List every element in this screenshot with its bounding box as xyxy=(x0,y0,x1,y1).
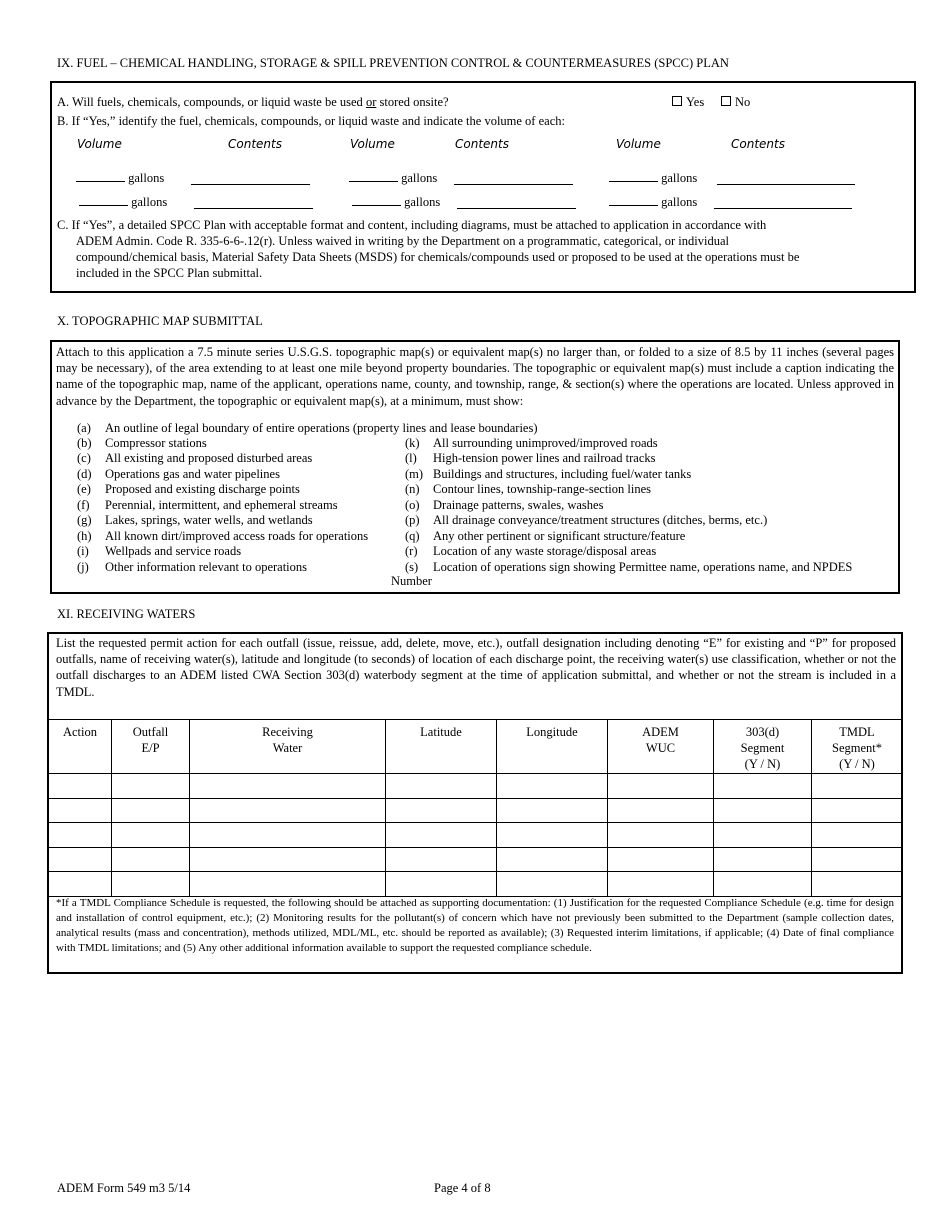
question-c-line-1: C. If “Yes”, a detailed SPCC Plan with acceptable format and content, including diagrams, must be attached to application in accordance with xyxy=(57,218,767,232)
table-cell[interactable] xyxy=(49,774,112,799)
column-header-line: WUC xyxy=(645,741,676,755)
table-cell[interactable] xyxy=(112,798,190,823)
column-header-line: Segment xyxy=(740,741,785,755)
form-number: ADEM Form 549 m3 5/14 xyxy=(57,1181,191,1195)
volume-entry[interactable]: gallons xyxy=(609,194,697,210)
volume-header: Volume xyxy=(77,137,122,151)
topo-item xyxy=(77,482,300,497)
topo-item-key: (a) xyxy=(77,421,91,435)
table-cell[interactable] xyxy=(497,823,608,848)
column-header-line: Outfall xyxy=(132,725,169,739)
topo-item-text: Location of any waste storage/disposal areas xyxy=(433,544,657,558)
table-cell[interactable] xyxy=(386,774,497,799)
receiving-waters-table xyxy=(48,719,903,897)
table-cell[interactable] xyxy=(49,872,112,897)
column-header xyxy=(812,720,903,774)
column-header-line: Water xyxy=(272,741,303,755)
topo-item xyxy=(77,421,538,436)
topo-item-text: High-tension power lines and railroad tracks xyxy=(433,451,656,465)
table-cell[interactable] xyxy=(112,774,190,799)
column-header-line: (Y / N) xyxy=(744,757,781,771)
table-cell[interactable] xyxy=(497,872,608,897)
topo-item-text: An outline of legal boundary of entire operations (property lines and lease boundaries) xyxy=(105,421,538,435)
table-cell[interactable] xyxy=(714,872,812,897)
topo-item-text: Other information relevant to operations xyxy=(105,560,308,574)
topo-item-text: Operations gas and water pipelines xyxy=(105,467,280,481)
table-cell[interactable] xyxy=(49,823,112,848)
topo-item-key: (b) xyxy=(77,436,92,450)
table-cell[interactable] xyxy=(812,847,903,872)
topo-item-text: Wellpads and service roads xyxy=(105,544,242,558)
column-header-line: Segment* xyxy=(832,741,882,755)
topo-item xyxy=(77,498,338,513)
topo-item-key: (n) xyxy=(405,482,420,496)
question-c-line-3: compound/chemical basis, Material Safety Data Sheets (MSDS) for chemicals/compounds used or proposed to be used at the operations must be xyxy=(76,250,800,264)
table-header-row xyxy=(49,720,903,774)
volume-entry[interactable]: gallons xyxy=(79,194,167,210)
column-header-line: 303(d) xyxy=(745,725,780,739)
volume-entry[interactable]: gallons xyxy=(352,194,440,210)
contents-field[interactable] xyxy=(717,173,855,185)
topo-item xyxy=(405,498,603,513)
column-header-line: Latitude xyxy=(420,725,462,739)
table-cell[interactable] xyxy=(714,847,812,872)
table-row xyxy=(49,774,903,799)
topo-item xyxy=(405,529,685,544)
topo-item xyxy=(405,467,691,482)
column-header xyxy=(112,720,190,774)
table-row xyxy=(49,823,903,848)
column-header xyxy=(714,720,812,774)
topo-item xyxy=(77,544,241,559)
volume-entry[interactable]: gallons xyxy=(609,170,697,186)
table-cell[interactable] xyxy=(812,823,903,848)
page-number: Page 4 of 8 xyxy=(434,1181,491,1195)
table-cell[interactable] xyxy=(49,847,112,872)
column-header xyxy=(190,720,386,774)
topo-item-text: Contour lines, township-range-section lines xyxy=(433,482,652,496)
section-x-title: X. TOPOGRAPHIC MAP SUBMITTAL xyxy=(57,314,263,328)
column-header-line: Receiving xyxy=(262,725,313,739)
topo-item-text: Compressor stations xyxy=(105,436,207,450)
contents-field[interactable] xyxy=(714,197,852,209)
contents-field[interactable] xyxy=(194,197,313,209)
table-cell[interactable] xyxy=(714,823,812,848)
topo-item-text: All surrounding unimproved/improved roads xyxy=(433,436,658,450)
topo-intro: Attach to this application a 7.5 minute series U.S.G.S. topographic map(s) or equivalent map(s) no larger than, or folded to a size of 8.5 by 11 inches (several pages may be necessary), of the area extending to at least one mile beyond property boundaries. The topographic or equivalent map(s) must include a caption indicating the name of the topographic map, name of the applicant, operations name, county, and township, range, & section(s) where the operations are located. Unless approved in advance by the Department, the topographic or equivalent map(s), at a minimum, must show: xyxy=(56,345,894,408)
volume-header: Volume xyxy=(350,137,395,151)
table-cell[interactable] xyxy=(190,847,386,872)
topo-item-key: (h) xyxy=(77,529,92,543)
topo-item-text: Location of operations sign showing Permittee name, operations name, and NPDES xyxy=(433,560,853,574)
topo-item xyxy=(77,513,313,528)
table-cell[interactable] xyxy=(112,847,190,872)
volume-header: Volume xyxy=(616,137,661,151)
table-cell[interactable] xyxy=(497,798,608,823)
column-header xyxy=(49,720,112,774)
column-header-line: Longitude xyxy=(526,725,578,739)
section-xi-title: XI. RECEIVING WATERS xyxy=(57,607,196,621)
column-header xyxy=(386,720,497,774)
topo-item-key: (j) xyxy=(77,560,89,574)
table-cell[interactable] xyxy=(190,823,386,848)
topo-item xyxy=(77,451,312,466)
column-header-line: ADEM xyxy=(642,725,679,739)
topo-item-key: (e) xyxy=(77,482,91,496)
topo-item xyxy=(77,436,207,451)
contents-header: Contents xyxy=(228,137,282,151)
table-cell[interactable] xyxy=(386,823,497,848)
table-cell[interactable] xyxy=(49,798,112,823)
topo-item-text: Buildings and structures, including fuel/water tanks xyxy=(433,467,692,481)
topo-item-key: (p) xyxy=(405,513,420,527)
topo-item xyxy=(77,467,280,482)
topo-item-key: (q) xyxy=(405,529,420,543)
section-ix-title: IX. FUEL – CHEMICAL HANDLING, STORAGE & SPILL PREVENTION CONTROL & COUNTERMEASURES (SPCC) PLAN xyxy=(57,56,729,70)
topo-item xyxy=(405,482,651,497)
column-header-line: E/P xyxy=(141,741,160,755)
column-header-line: TMDL xyxy=(839,725,875,739)
column-header-line: (Y / N) xyxy=(839,757,875,771)
table-cell[interactable] xyxy=(112,823,190,848)
topo-item-key: (g) xyxy=(77,513,92,527)
question-b: B. If “Yes,” identify the fuel, chemicals, compounds, or liquid waste and indicate the volume of each: xyxy=(57,114,565,128)
contents-header: Contents xyxy=(455,137,509,151)
table-cell[interactable] xyxy=(608,798,714,823)
table-cell[interactable] xyxy=(812,774,903,799)
topo-item-key: (c) xyxy=(77,451,91,465)
topo-item xyxy=(405,560,852,575)
topo-item xyxy=(77,529,368,544)
topo-item xyxy=(405,451,656,466)
topo-item-text: All known dirt/improved access roads for operations xyxy=(105,529,369,543)
table-row xyxy=(49,798,903,823)
table-cell[interactable] xyxy=(714,798,812,823)
topo-item-key: (l) xyxy=(405,451,417,465)
volume-entry[interactable]: gallons xyxy=(76,170,164,186)
topo-item xyxy=(405,544,656,559)
topo-item-key: (k) xyxy=(405,436,420,450)
contents-header: Contents xyxy=(731,137,785,151)
column-header xyxy=(608,720,714,774)
table-cell[interactable] xyxy=(608,823,714,848)
topo-item-text: Any other pertinent or significant structure/feature xyxy=(433,529,686,543)
table-cell[interactable] xyxy=(608,774,714,799)
table-row xyxy=(49,847,903,872)
table-cell[interactable] xyxy=(497,847,608,872)
table-cell[interactable] xyxy=(714,774,812,799)
topo-item xyxy=(405,436,658,451)
no-option[interactable]: No xyxy=(721,95,750,110)
table-cell[interactable] xyxy=(190,872,386,897)
tmdl-footnote: *If a TMDL Compliance Schedule is requested, the following should be attached as supporting documentation: (1) Justification for the requested Compliance Schedule (e.g. time for design and installation of control equipment, etc.); (2) Monitoring results for the pollutant(s) of concern which have not previously been submitted to the Department (sample collection dates, analytical results (mass and concentration), methods utilized, MDL/ML, etc. should be reported as available); (3) Requested interim limitations, if applicable; (4) Date of final compliance with TMDL limitations; and (5) Any other additional information available to support the requested compliance schedule. xyxy=(56,897,894,954)
topo-item xyxy=(405,513,767,528)
topo-item-text: Proposed and existing discharge points xyxy=(105,482,300,496)
topo-item-key: (f) xyxy=(77,498,90,512)
yes-checkbox[interactable] xyxy=(672,96,682,106)
topo-item-text: Perennial, intermittent, and ephemeral streams xyxy=(105,498,338,512)
topo-item xyxy=(77,560,307,575)
table-cell[interactable] xyxy=(190,774,386,799)
topo-item-key: (r) xyxy=(405,544,418,558)
topo-item-key: (d) xyxy=(77,467,92,481)
question-c-line-2: ADEM Admin. Code R. 335-6-6-.12(r). Unless waived in writing by the Department on a programmatic, categorical, or individual xyxy=(76,234,729,248)
table-cell[interactable] xyxy=(608,872,714,897)
topo-item-key: (s) xyxy=(405,560,419,574)
topo-item-text: All drainage conveyance/treatment structures (ditches, berms, etc.) xyxy=(433,513,768,527)
topo-item-text: Lakes, springs, water wells, and wetlands xyxy=(105,513,313,527)
yes-option[interactable]: Yes xyxy=(672,95,704,110)
table-row xyxy=(49,872,903,897)
contents-field[interactable] xyxy=(457,197,576,209)
table-cell[interactable] xyxy=(386,872,497,897)
volume-entry[interactable]: gallons xyxy=(349,170,437,186)
table-cell[interactable] xyxy=(112,872,190,897)
topo-item-text: All existing and proposed disturbed areas xyxy=(105,451,313,465)
table-cell[interactable] xyxy=(190,798,386,823)
table-cell[interactable] xyxy=(812,798,903,823)
table-cell[interactable] xyxy=(812,872,903,897)
no-checkbox[interactable] xyxy=(721,96,731,106)
question-a: A. Will fuels, chemicals, compounds, or liquid waste be used or stored onsite? xyxy=(57,95,449,109)
table-cell[interactable] xyxy=(386,847,497,872)
question-c-line-4: included in the SPCC Plan submittal. xyxy=(76,266,263,280)
topo-item-key: (m) xyxy=(405,467,424,481)
topo-item-key: (o) xyxy=(405,498,420,512)
table-cell[interactable] xyxy=(386,798,497,823)
topo-item-text: Drainage patterns, swales, washes xyxy=(433,498,604,512)
topo-item-s-wrap: Number xyxy=(391,574,432,588)
contents-field[interactable] xyxy=(454,173,573,185)
table-cell[interactable] xyxy=(497,774,608,799)
column-header-line: Action xyxy=(62,725,98,739)
topo-item-key: (i) xyxy=(77,544,89,558)
receiving-waters-intro: List the requested permit action for each outfall (issue, reissue, add, delete, move, etc.), outfall designation including denoting “E” for existing and “P” for proposed outfalls, name of receiving water(s), latitude and longitude (to seconds) of location of each discharge point, the receiving water(s) use classification, whether or not the outfall discharges to an ADEM listed CWA Section 303(d) waterbody segment at the time of application submittal, and whether or not the stream is included in a TMDL. xyxy=(56,636,896,699)
table-cell[interactable] xyxy=(608,847,714,872)
column-header xyxy=(497,720,608,774)
contents-field[interactable] xyxy=(191,173,310,185)
